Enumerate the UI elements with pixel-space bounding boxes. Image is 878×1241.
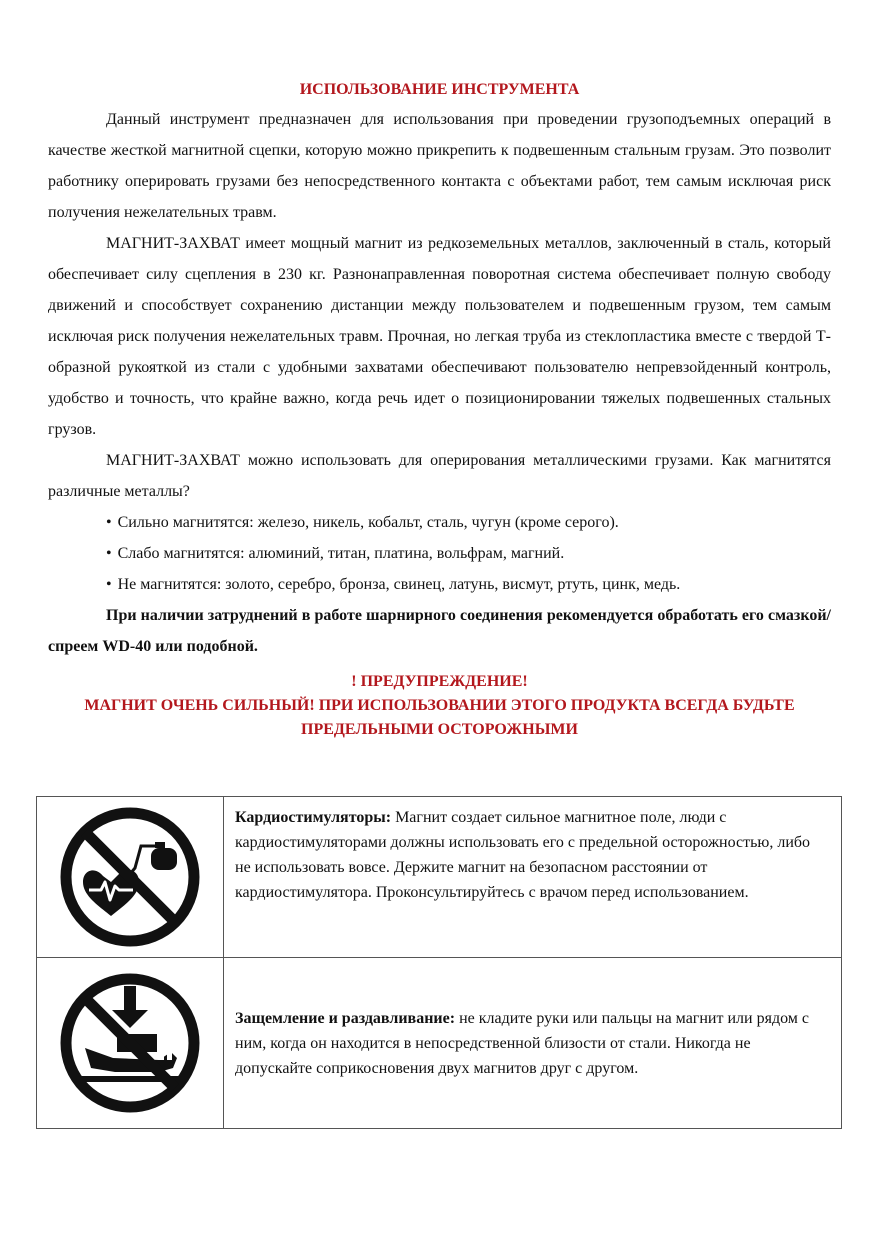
pacemaker-text: Магнит создает сильное магнитное поле, люди с кардиостимуляторами должны использовать его с предельной осторожностью, либо не использовать вовсе. Держите магнит на безопасном расстоянии от кардиостимулятора. Проконсультируйтесь с врачом перед использованием. [235,809,811,901]
paragraph-metals-question: МАГНИТ-ЗАХВАТ можно использовать для оперирования металлическими грузами. Как магнитятся различные металлы? [48,452,831,500]
paragraph-magnet-description: МАГНИТ-ЗАХВАТ имеет мощный магнит из редкоземельных металлов, заключенный в сталь, который обеспечивает силу сцепления в 230 кг. Разнонаправленная поворотная система обеспечивает полную свободу движений и способствует сохранению дистанции между пользователем и подвешенным грузом, тем самым исключая риск получения нежелательных травм. Прочная, но легкая труба из стеклопластика вместе с твердой Т-образной рукояткой из стали с удобными захватами обеспечивают пользователю непревзойденный контроль, удобство и точность, что крайне важно, когда речь идет о позиционировании тяжелых подвешенных стальных грузов. [48,235,831,438]
no-hand-crush-icon [55,968,205,1118]
page-title: ИСПОЛЬЗОВАНИЕ ИНСТРУМЕНТА [299,81,580,98]
bullet-icon: • [106,514,112,531]
crush-text: не кладите руки или пальцы на магнит или рядом с ним, когда он находится в непосредственной близости от стали. Никогда не допускайте соприкосновения двух магнитов друг с другом. [235,1009,810,1077]
bullet-icon: • [106,576,112,593]
list-item: • Слабо магнитятся: алюминий, титан, платина, вольфрам, магний. [106,545,565,562]
paragraph-intro: Данный инструмент предназначен для использования при проведении грузоподъемных операций в качестве жесткой магнитной сцепки, которую можно прикрепить к подвешенным стальным грузам. Это позволит работнику оперировать грузами без непосредственного контакта с объектами работ, тем самым исключая риск получения нежелательных травм. [48,111,831,221]
icon-cell [37,958,224,1129]
icon-cell [37,797,224,958]
bullet-icon: • [106,545,112,562]
safety-table [36,796,842,1129]
pacemaker-warning-cell [224,797,842,958]
table-row [37,958,842,1129]
crush-heading: Защемление и раздавливание: [235,1009,456,1027]
metals-list [48,507,831,600]
list-item: • Сильно магнитятся: железо, никель, кобальт, сталь, чугун (кроме серого). [106,514,619,531]
list-item: • Не магнитятся: золото, серебро, бронза, свинец, латунь, висмут, ртуть, цинк, медь. [106,576,681,593]
pacemaker-heading: Кардиостимуляторы: [235,809,392,826]
warning-heading: ! ПРЕДУПРЕЖДЕНИЕ! [351,673,528,690]
no-pacemaker-icon [55,802,205,952]
warning-block [48,670,831,742]
document-body [48,78,831,742]
table-row [37,797,842,958]
maintenance-note: При наличии затруднений в работе шарнирного соединения рекомендуется обработать его смазкой/спреем WD-40 или подобной. [48,607,831,655]
crush-warning-cell [224,958,842,1129]
warning-text: МАГНИТ ОЧЕНЬ СИЛЬНЫЙ! ПРИ ИСПОЛЬЗОВАНИИ ЭТОГО ПРОДУКТА ВСЕГДА БУДЬТЕ ПРЕДЕЛЬНЫМИ ОСТОРОЖНЫМИ [84,697,795,738]
